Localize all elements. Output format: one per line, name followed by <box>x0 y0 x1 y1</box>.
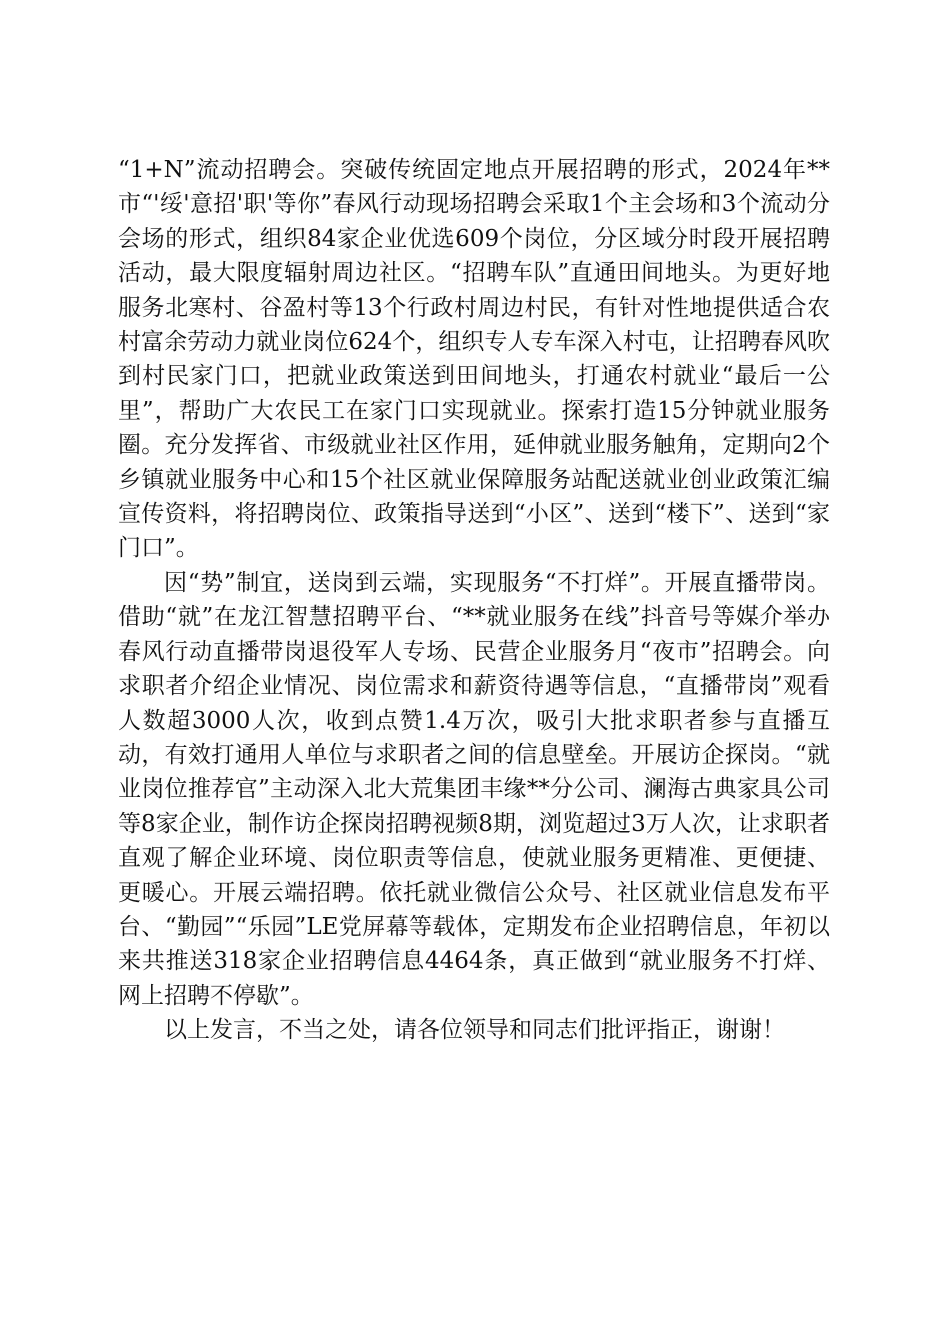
paragraph-cloud-recruitment: 因“势”制宜，送岗到云端，实现服务“不打烊”。开展直播带岗。借助“就”在龙江智慧招聘平台、“**就业服务在线”抖音号等媒介举办春风行动直播带岗退役军人专场、民营企业服务月“夜市”招聘会。向求职者介绍企业情况、岗位需求和薪资待遇等信息，“直播带岗”观看人数超3000人次，收到点赞1.4万次，吸引大批求职者参与直播互动，有效打通用人单位与求职者之间的信息壁垒。开展访企探岗。“就业岗位推荐官”主动深入北大荒集团丰缘**分公司、澜海古典家具公司等8家企业，制作访企探岗招聘视频8期，浏览超过3万人次，让求职者直观了解企业环境、岗位职责等信息，使就业服务更精准、更便捷、更暖心。开展云端招聘。依托就业微信公众号、社区就业信息发布平台、“勤园”“乐园”LE党屏幕等载体，定期发布企业招聘信息，年初以来共推送318家企业招聘信息4464条，真正做到“就业服务不打烊、网上招聘不停歇”。 <box>118 569 830 1009</box>
paragraph-closing-remarks: 以上发言，不当之处，请各位领导和同志们批评指正，谢谢！ <box>164 1017 785 1044</box>
document-body <box>118 153 830 1048</box>
paragraph-recruitment-fairs: “1+N”流动招聘会。突破传统固定地点开展招聘的形式，2024年**市“'绥'意招'职'等你”春风行动现场招聘会采取1个主会场和3个流动分会场的形式，组织84家企业优选609个岗位，分区域分时段开展招聘活动，最大限度辐射周边社区。“招聘车队”直通田间地头。为更好地服务北寒村、谷盈村等13个行政村周边村民，有针对性地提供适合农村富余劳动力就业岗位624个，组织专人专车深入村屯，让招聘春风吹到村民家门口，把就业政策送到田间地头，打通农村就业“最后一公里”，帮助广大农民工在家门口实现就业。探索打造15分钟就业服务圈。充分发挥省、市级就业社区作用，延伸就业服务触角，定期向2个乡镇就业服务中心和15个社区就业保障服务站配送就业创业政策汇编宣传资料，将招聘岗位、政策指导送到“小区”、送到“楼下”、送到“家门口”。 <box>118 157 830 562</box>
